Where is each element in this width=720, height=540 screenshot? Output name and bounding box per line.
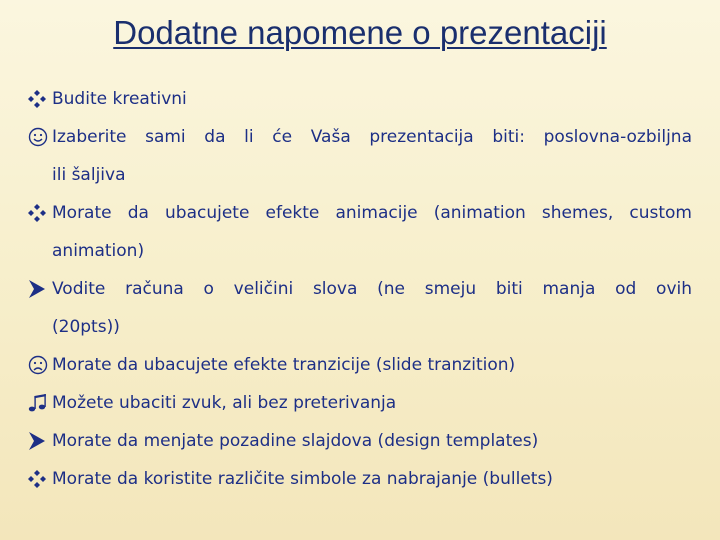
slide-title: Dodatne napomene o prezentaciji [113, 14, 607, 51]
bullet-item-continued [28, 156, 692, 194]
bullet-text-line2: (20pts)) [52, 317, 120, 337]
bullet-item [28, 346, 692, 384]
bullet-item [28, 118, 692, 156]
bullet-text: Budite kreativni [52, 89, 187, 109]
bullet-item-continued [28, 232, 692, 270]
bullet-text: Morate da menjate pozadine slajdova (design templates) [52, 431, 539, 451]
bullet-text-line1: Morate da ubacujete efekte animacije (animation shemes, custom [52, 203, 692, 223]
bullet-item [28, 422, 692, 460]
bullet-text: Možete ubaciti zvuk, ali bez preterivanja [52, 393, 397, 413]
bullet-item-continued [28, 308, 692, 346]
bullet-item [28, 270, 692, 308]
sad-face-icon [28, 346, 52, 384]
bullet-item [28, 460, 692, 498]
bullet-text: Morate da ubacujete efekte tranzicije (slide tranzition) [52, 355, 516, 375]
bullet-item [28, 194, 692, 232]
arrowhead-icon [28, 270, 52, 308]
bullet-text-line1: Izaberite sami da li će Vaša prezentacija biti: poslovna-ozbiljna [52, 127, 692, 147]
diamond-dots-icon [28, 460, 52, 498]
bullet-item [28, 384, 692, 422]
diamond-dots-icon [28, 80, 52, 118]
bullet-list [28, 80, 692, 498]
bullet-item [28, 80, 692, 118]
bullet-text-line2: ili šaljiva [52, 165, 126, 185]
arrowhead-icon [28, 422, 52, 460]
music-note-icon [28, 384, 52, 422]
bullet-text-line2: animation) [52, 241, 145, 261]
diamond-dots-icon [28, 194, 52, 232]
bullet-text-line1: Vodite računa o veličini slova (ne smeju biti manja od ovih [52, 279, 692, 299]
smiley-icon [28, 118, 52, 156]
bullet-text: Morate da koristite različite simbole za nabrajanje (bullets) [52, 469, 553, 489]
